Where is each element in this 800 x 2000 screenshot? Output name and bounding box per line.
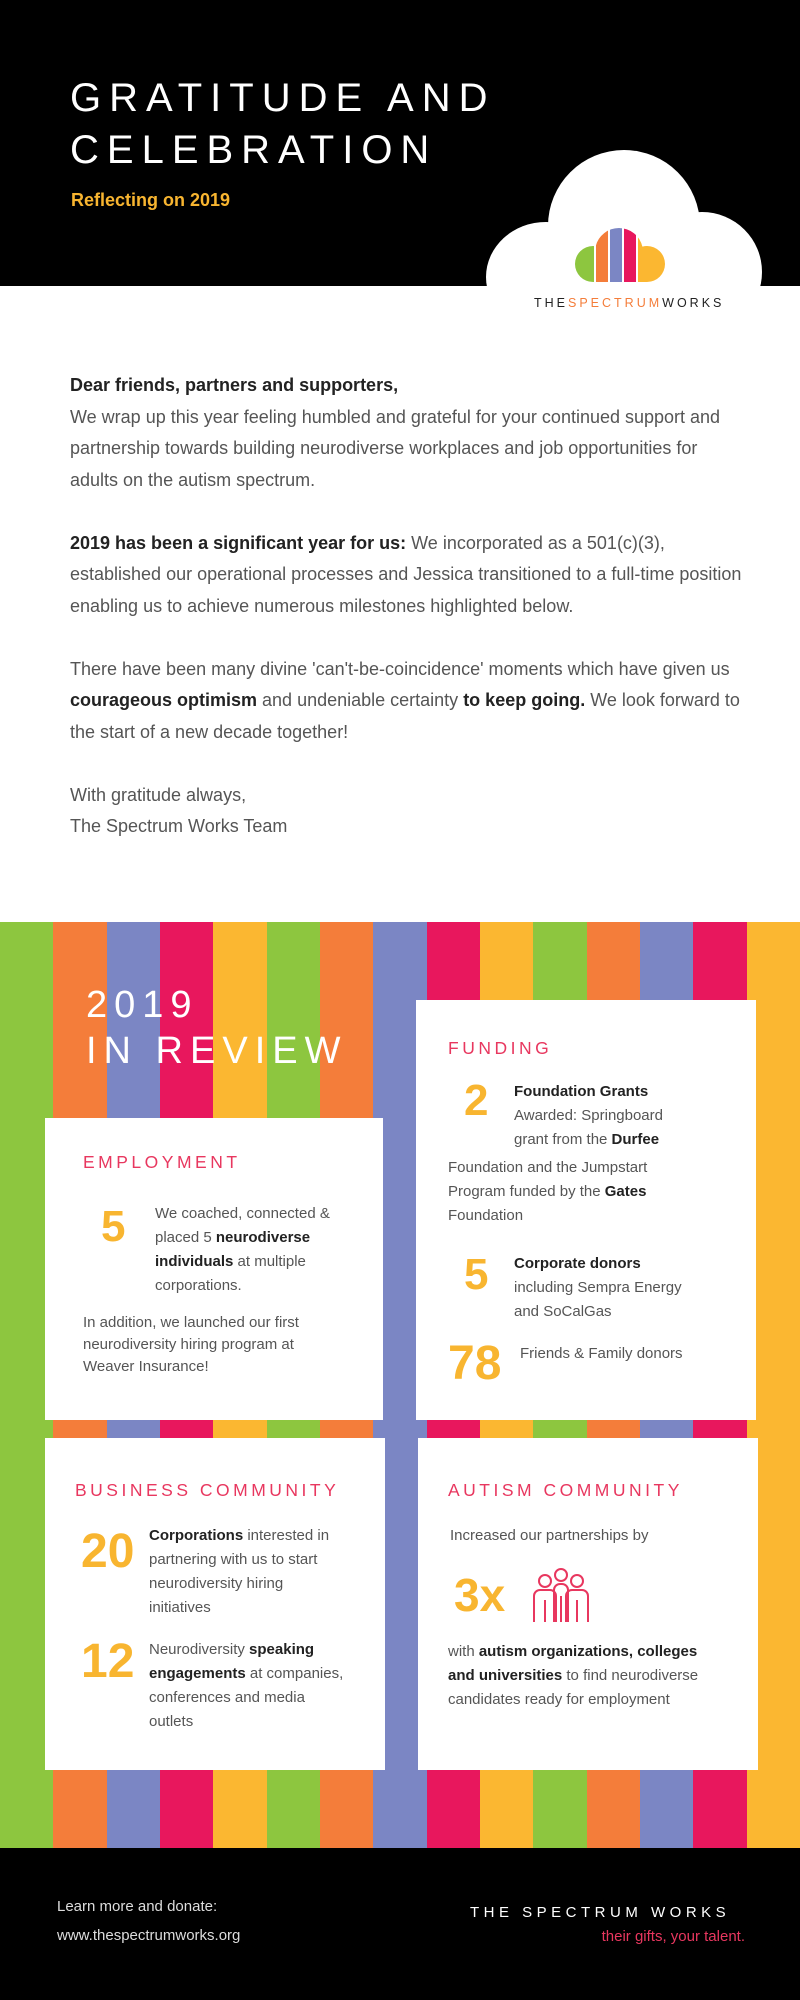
- employment-extra: In addition, we launched our first neurodiversity hiring program at Weaver Insurance!: [83, 1314, 299, 1375]
- corporate-donors-number: 5: [464, 1250, 489, 1299]
- autism-heading: AUTISM COMMUNITY: [448, 1480, 683, 1500]
- grants-text-top: Foundation Grants Awarded: Springboard grant from the Durfee: [514, 1083, 663, 1148]
- footer-tagline: their gifts, your talent.: [601, 1928, 745, 1945]
- family-donors-text: Friends & Family donors: [520, 1345, 683, 1362]
- page-title: [70, 72, 496, 176]
- letter-paragraph-3: There have been many divine 'can't-be-coincidence' moments which have given us courageous optimism and undeniable certainty to keep going. We look forward to the start of a new decade together!: [70, 658, 740, 742]
- business-heading: BUSINESS COMMUNITY: [75, 1480, 340, 1500]
- grants-number: 2: [464, 1076, 489, 1125]
- page-subtitle: Reflecting on 2019: [71, 190, 231, 210]
- business-community-card: [45, 1438, 385, 1770]
- spectrum-cloud-logo-icon: [573, 226, 668, 286]
- title-line-2: CELEBRATION: [70, 128, 438, 172]
- autism-community-card: [418, 1438, 758, 1770]
- review-title: 2019 IN REVIEW: [86, 984, 348, 1072]
- family-donors-number: 78: [448, 1337, 502, 1390]
- autism-intro: Increased our partnerships by: [450, 1527, 649, 1544]
- letter-paragraph-1: We wrap up this year feeling humbled and grateful for your continued support and partnership towards building neurodiverse workplaces and job opportunities for adults on the autism spectrum.: [70, 406, 721, 490]
- funding-heading: FUNDING: [448, 1038, 553, 1058]
- brand-wordmark: THESPECTRUMWORKS: [534, 296, 725, 310]
- employment-heading: EMPLOYMENT: [83, 1152, 241, 1172]
- footer-learn-label: Learn more and donate:: [57, 1898, 218, 1915]
- autism-text: with autism organizations, colleges and universities to find neurodiverse candidates ready for employment: [448, 1643, 699, 1708]
- grants-text-bottom: Foundation and the Jumpstart Program funded by the Gates Foundation: [448, 1159, 648, 1224]
- corporate-donors-text: Corporate donors including Sempra Energy and SoCalGas: [514, 1255, 682, 1320]
- employment-number: 5: [101, 1202, 126, 1251]
- corporations-number: 20: [81, 1525, 135, 1578]
- employment-text: We coached, connected & placed 5 neurodiverse individuals at multiple corporations.: [155, 1205, 330, 1294]
- title-line-1: GRATITUDE AND: [70, 76, 496, 120]
- speaking-number: 12: [81, 1635, 135, 1688]
- footer-learn: [57, 1892, 240, 1950]
- footer-website-link[interactable]: www.thespectrumworks.org: [57, 1927, 241, 1944]
- people-group-icon: [530, 1566, 592, 1626]
- letter-signature: With gratitude always, The Spectrum Works Team: [70, 784, 288, 836]
- speaking-text: Neurodiversity speaking engagements at companies, conferences and media outlets: [149, 1641, 344, 1730]
- corporations-text: Corporations interested in partnering with us to start neurodiversity hiring initiatives: [149, 1527, 330, 1616]
- letter-greeting: Dear friends, partners and supporters,: [70, 375, 399, 395]
- letter-paragraph-2: 2019 has been a significant year for us: We incorporated as a 501(c)(3), established our operational processes and Jessica transitioned to a full-time position enabling us to achieve numerous milestones highlighted below.: [70, 532, 742, 616]
- funding-card: [416, 1000, 756, 1420]
- partnerships-multiplier: 3x: [454, 1569, 506, 1621]
- letter-body: [70, 370, 750, 874]
- footer-brand: THE SPECTRUM WORKS: [470, 1904, 731, 1921]
- employment-card: [45, 1118, 383, 1420]
